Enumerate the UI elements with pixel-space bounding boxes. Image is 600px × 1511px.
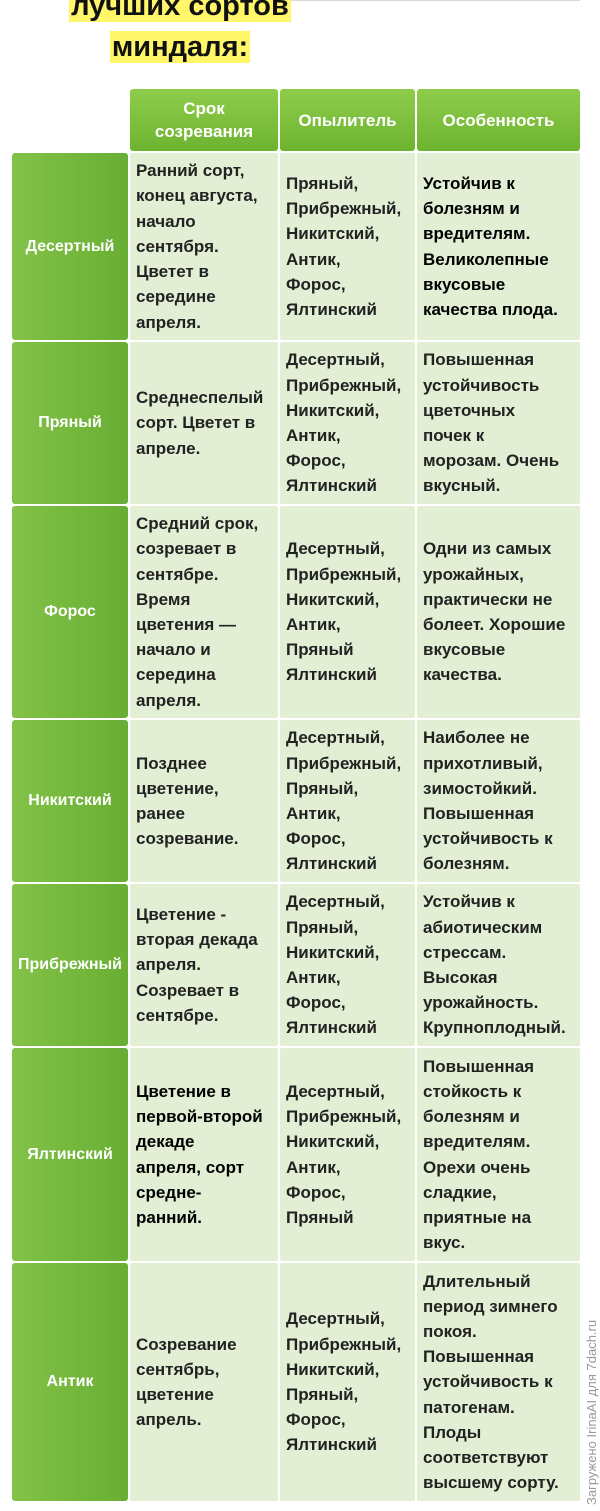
cell-text: Позднее цветение, ранее созревание. [136,753,239,849]
cell-text: Устойчив к болезням и вредителям. Великолепные вкусовые качества плода. [423,173,558,319]
cell-text: Пряный, Прибрежный, Никитский, Антик, Форос, Ялтинский [286,173,402,319]
cell-text: Повышенная стойкость к болезням и вредителям. Орехи очень сладкие, приятные на вкус. [423,1056,535,1253]
title-line-1: лучших сортов [0,0,360,23]
cell-text: Устойчив к абиотическим стрессам. Высокая урожайность. Крупноплодный. [423,892,566,1038]
header-ripening: Срок созревания [130,89,278,151]
cell-text: Длительный период зимнего покоя. Повышенная устойчивость к патогенам. Плоды соответствуют высшему сорту. [423,1271,559,1493]
cell-feature [417,342,580,504]
cell-ripening [130,153,278,340]
cell-feature [417,506,580,718]
cell-feature [417,153,580,340]
cell-pollinators [280,720,415,882]
cell-text: Цветение в первой-второй декаде апреля, сорт средне- ранний. [136,1081,263,1227]
cell-ripening [130,884,278,1046]
cell-feature [417,1048,580,1261]
variety-name: Никитский [12,720,128,882]
variety-name: Антик [12,1263,128,1501]
cell-text: Ранний сорт, конец августа, начало сентября. Цветет в середине апреля. [136,161,258,332]
cell-feature [417,720,580,882]
cell-text: Десертный, Прибрежный, Никитский, Антик, Пряный Ялтинский [286,539,402,685]
cell-text: Наиболее не прихотливый, зимостойкий. Повышенная устойчивость к болезням. [423,728,553,874]
cell-text: Десертный, Пряный, Никитский, Антик, Форос, Ялтинский [286,892,385,1038]
cell-text: Созревание сентябрь, цветение апрель. [136,1334,237,1430]
cell-ripening [130,342,278,504]
cell-pollinators [280,1263,415,1501]
cell-text: Среднеспелый сорт. Цветет в апреле. [136,388,264,458]
cell-text: Десертный, Прибрежный, Никитский, Пряный, Форос, Ялтинский [286,1309,402,1455]
cell-text: Десертный, Прибрежный, Никитский, Антик, Форос, Ялтинский [286,350,402,496]
cell-ripening [130,506,278,718]
variety-name: Форос [12,506,128,718]
cell-pollinators [280,884,415,1046]
cell-text: Десертный, Прибрежный, Никитский, Антик, Форос, Пряный [286,1081,402,1227]
header-feature: Особенность [417,89,580,151]
variety-name: Ялтинский [12,1048,128,1261]
cell-text: Одни из самых урожайных, практически не болеет. Хорошие вкусовые качества. [423,539,566,685]
cell-text: Десертный, Прибрежный, Пряный, Антик, Форос, Ялтинский [286,728,402,874]
variety-name: Прибрежный [12,884,128,1046]
cell-pollinators [280,506,415,718]
cell-text: Повышенная устойчивость цветочных почек к морозам. Очень вкусный. [423,350,560,496]
cell-feature [417,884,580,1046]
cell-ripening [130,1263,278,1501]
cell-ripening [130,1048,278,1261]
cell-text: Средний срок, созревает в сентябре. Время цветения — начало и середина апреля. [136,514,259,710]
cell-pollinators [280,1048,415,1261]
cell-text: Цветение - вторая декада апреля. Созревает в сентябре. [136,904,258,1025]
cell-ripening [130,720,278,882]
watermark: Загружено IrinaAI для 7dach.ru [584,1319,599,1505]
variety-name: Десертный [12,153,128,340]
header-pollinators: Опылитель [280,89,415,151]
cell-pollinators [280,153,415,340]
cell-feature [417,1263,580,1501]
cell-pollinators [280,342,415,504]
title-line-2: миндаля: [111,31,249,63]
variety-name: Пряный [12,342,128,504]
